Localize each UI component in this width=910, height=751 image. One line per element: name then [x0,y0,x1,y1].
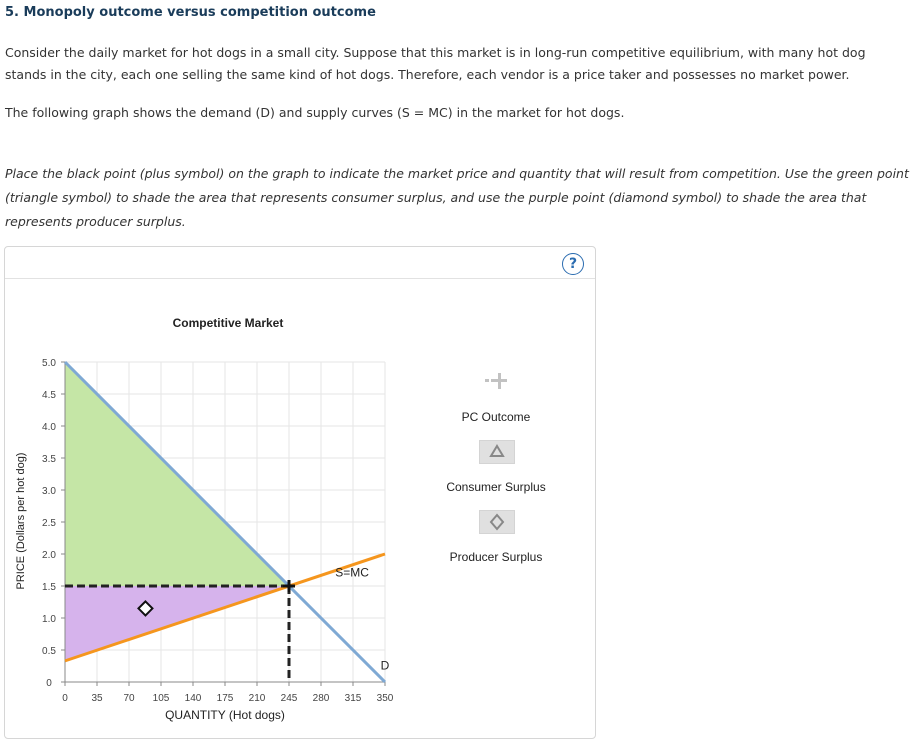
diamond-icon [480,511,514,533]
x-tick-label: 175 [216,693,234,704]
producer-surplus-label: Producer Surplus [449,550,543,564]
consumer-surplus-label: Consumer Surplus [446,480,546,494]
x-tick-label: 70 [123,693,135,704]
chart-title: Competitive Market [172,316,284,330]
surplus-areas [65,362,289,661]
y-tick-label: 0 [46,678,52,689]
x-tick-label: 35 [91,693,103,704]
producer-surplus-button[interactable] [479,510,515,534]
x-tick-label: 210 [248,693,266,704]
consumer-surplus-button[interactable] [479,440,515,464]
graph-panel [4,246,596,739]
y-axis-label: PRICE (Dollars per hot dog) [15,452,27,590]
y-tick-label: 4.0 [42,422,56,433]
y-tick-label: 0.5 [42,646,56,657]
pc-outcome-plus-icon[interactable] [485,373,507,389]
x-tick-label: 140 [184,693,202,704]
x-tick-label: 315 [344,693,362,704]
x-tick-label: 280 [312,693,330,704]
y-tick-label: 5.0 [42,358,56,369]
y-tick-label: 3.5 [42,454,56,465]
triangle-icon [480,441,514,463]
y-tick-label: 3.0 [42,486,56,497]
graph-description: The following graph shows the demand (D) and supply curves (S = MC) in the market for hot dogs. [5,105,625,120]
x-tick-label: 350 [376,693,394,704]
x-tick-label: 0 [62,693,68,704]
y-tick-label: 2.0 [42,550,56,561]
y-tick-label: 4.5 [42,390,56,401]
pc-outcome-label: PC Outcome [461,410,531,424]
y-tick-label: 1.5 [42,582,56,593]
demand-label: D [380,658,390,673]
x-axis-label: QUANTITY (Hot dogs) [165,708,285,722]
y-tick-label: 2.5 [42,518,56,529]
x-tick-label: 245 [280,693,298,704]
supply-label: S=MC [335,565,369,580]
intro-paragraph: Consider the daily market for hot dogs in a small city. Suppose that this market is in long-run competitive equilibrium, with many hot dog stands in the city, each one selling the same kind of hot dogs. Therefore, each vendor is a price taker and possesses no market power. [5,45,866,82]
help-icon[interactable]: ? [562,253,584,275]
y-tick-label: 1.0 [42,614,56,625]
instructions: Place the black point (plus symbol) on the graph to indicate the market price and quantity that will result from competition. Use the green point (triangle symbol) to shade the area that represents consumer surplus, and use the purple point (diamond symbol) to shade the area that represents producer surplus. [5,166,909,229]
x-tick-label: 105 [152,693,170,704]
page-title: 5. Monopoly outcome versus competition outcome [5,5,376,20]
